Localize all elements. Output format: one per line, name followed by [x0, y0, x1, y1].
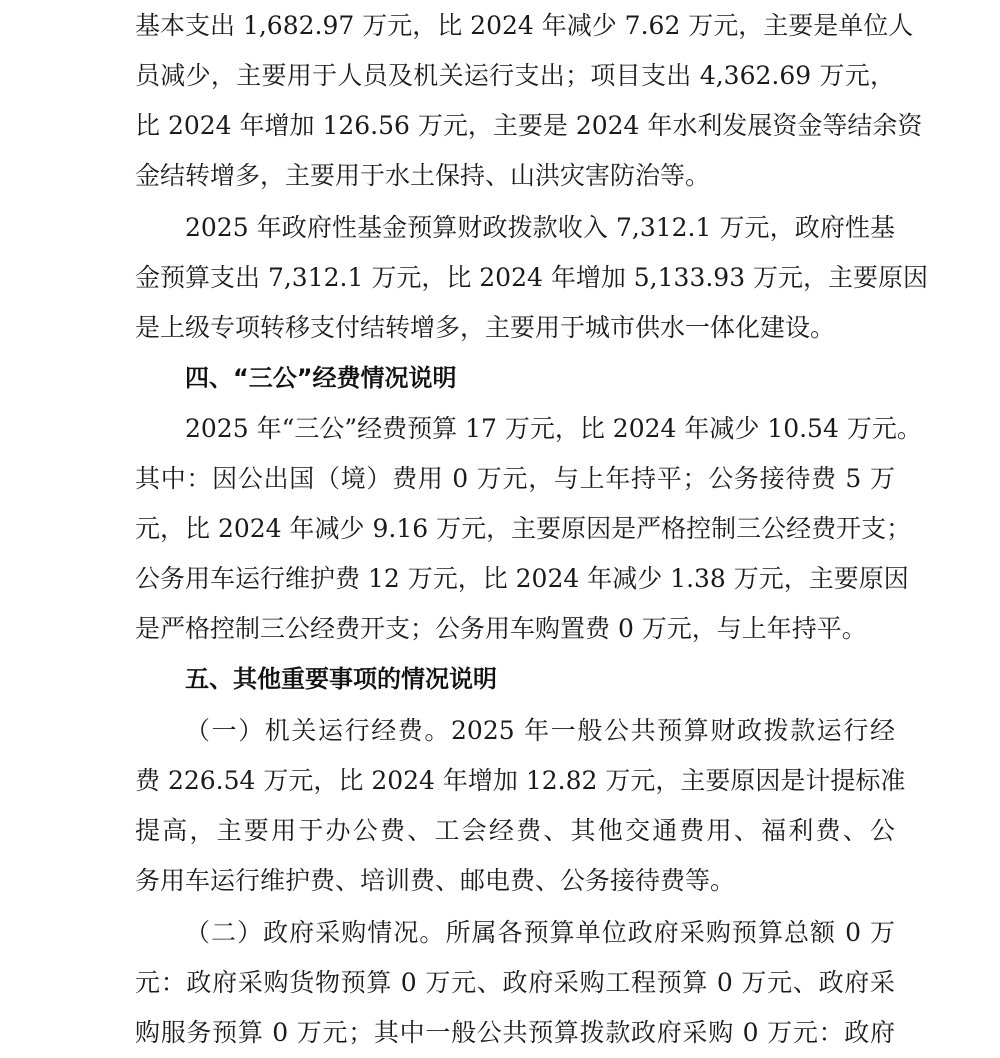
paragraph-4-line-4: 务用车运行维护费、培训费、邮电费、公务接待费等。	[135, 866, 736, 895]
paragraph-1-line-1: 基本支出 1,682.97 万元，比 2024 年减少 7.62 万元，主要是单位人	[135, 11, 914, 40]
paragraph-3-line-3: 元，比 2024 年减少 9.16 万元，主要原因是严格控制三公经费开支；	[135, 514, 912, 543]
paragraph-2-line-3: 是上级专项转移支付结转增多，主要用于城市供水一体化建设。	[135, 313, 836, 342]
paragraph-2-line-1: 2025 年政府性基金预算财政拨款收入 7,312.1 万元，政府性基	[185, 213, 895, 242]
paragraph-3-line-4: 公务用车运行维护费 12 万元，比 2024 年减少 1.38 万元，主要原因	[135, 564, 909, 593]
section-heading-4: 四、“三公”经费情况说明	[185, 364, 457, 392]
paragraph-1-line-3: 比 2024 年增加 126.56 万元，主要是 2024 年水利发展资金等结余资	[135, 111, 923, 140]
paragraph-5-line-2: 元：政府采购货物预算 0 万元、政府采购工程预算 0 万元、政府采	[135, 968, 895, 997]
paragraph-3-line-1: 2025 年“三公”经费预算 17 万元，比 2024 年减少 10.54 万元。	[185, 414, 922, 443]
paragraph-1-line-4: 金结转增多，主要用于水土保持、山洪灾害防治等。	[135, 161, 711, 190]
paragraph-4-line-2: 费 226.54 万元，比 2024 年增加 12.82 万元，主要原因是计提标准	[135, 766, 906, 795]
paragraph-5-line-3: 购服务预算 0 万元；其中一般公共预算拨款政府采购 0 万元：政府	[135, 1018, 895, 1047]
paragraph-1-line-2: 员减少，主要用于人员及机关运行支出；项目支出 4,362.69 万元，	[135, 61, 895, 90]
paragraph-3-line-2: 其中：因公出国（境）费用 0 万元，与上年持平；公务接待费 5 万	[135, 464, 895, 493]
paragraph-2-line-2: 金预算支出 7,312.1 万元，比 2024 年增加 5,133.93 万元，主要原因	[135, 263, 929, 292]
section-heading-5: 五、其他重要事项的情况说明	[185, 665, 497, 693]
paragraph-4-line-1: （一）机关运行经费。2025 年一般公共预算财政拨款运行经	[185, 716, 895, 745]
paragraph-4-line-3: 提高，主要用于办公费、工会经费、其他交通费用、福利费、公	[135, 816, 895, 845]
paragraph-5-line-1: （二）政府采购情况。所属各预算单位政府采购预算总额 0 万	[185, 918, 895, 947]
paragraph-3-line-5: 是严格控制三公经费开支；公务用车购置费 0 万元，与上年持平。	[135, 614, 867, 643]
